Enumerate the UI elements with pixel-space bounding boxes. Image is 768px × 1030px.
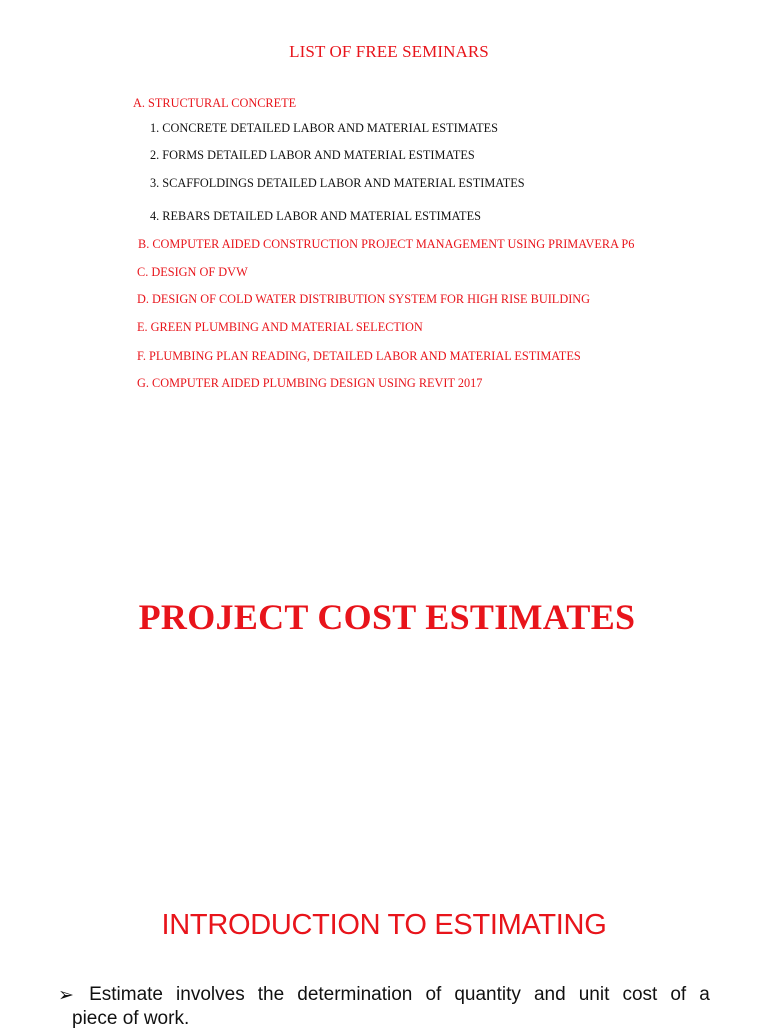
section-a-item: 1. CONCRETE DETAILED LABOR AND MATERIAL ESTIMATES (150, 121, 498, 135)
bullet-paragraph-line-1 (60, 984, 710, 1006)
intro-heading: INTRODUCTION TO ESTIMATING (161, 909, 607, 941)
section-f-heading: F. PLUMBING PLAN READING, DETAILED LABOR AND MATERIAL ESTIMATES (137, 349, 581, 363)
section-a-item: 3. SCAFFOLDINGS DETAILED LABOR AND MATERIAL ESTIMATES (150, 176, 525, 190)
section-d-heading: D. DESIGN OF COLD WATER DISTRIBUTION SYSTEM FOR HIGH RISE BUILDING (137, 292, 591, 306)
section-a-heading: A. STRUCTURAL CONCRETE (133, 96, 297, 110)
word: Estimate (89, 984, 163, 1005)
word: of (670, 984, 687, 1005)
word: unit (578, 984, 610, 1005)
bullet-arrow-icon: ➢ (58, 985, 74, 1006)
section-c-heading: C. DESIGN OF DVW (137, 265, 248, 279)
main-title: PROJECT COST ESTIMATES (138, 597, 636, 637)
word: the (257, 984, 285, 1005)
section-a-item: 4. REBARS DETAILED LABOR AND MATERIAL ESTIMATES (150, 209, 481, 223)
word: involves (176, 984, 245, 1005)
word: cost (622, 984, 658, 1005)
word: determination (297, 984, 413, 1005)
word: of (425, 984, 442, 1005)
word: a (699, 984, 710, 1005)
seminar-list-title: LIST OF FREE SEMINARS (289, 42, 489, 61)
section-a-item: 2. FORMS DETAILED LABOR AND MATERIAL ESTIMATES (150, 148, 475, 162)
section-e-heading: E. GREEN PLUMBING AND MATERIAL SELECTION (137, 320, 423, 334)
word: quantity (454, 984, 521, 1005)
word: and (533, 984, 566, 1005)
section-b-heading: B. COMPUTER AIDED CONSTRUCTION PROJECT MANAGEMENT USING PRIMAVERA P6 (138, 237, 635, 251)
bullet-paragraph-line-2: piece of work. (72, 1008, 190, 1029)
section-g-heading: G. COMPUTER AIDED PLUMBING DESIGN USING REVIT 2017 (137, 376, 483, 390)
